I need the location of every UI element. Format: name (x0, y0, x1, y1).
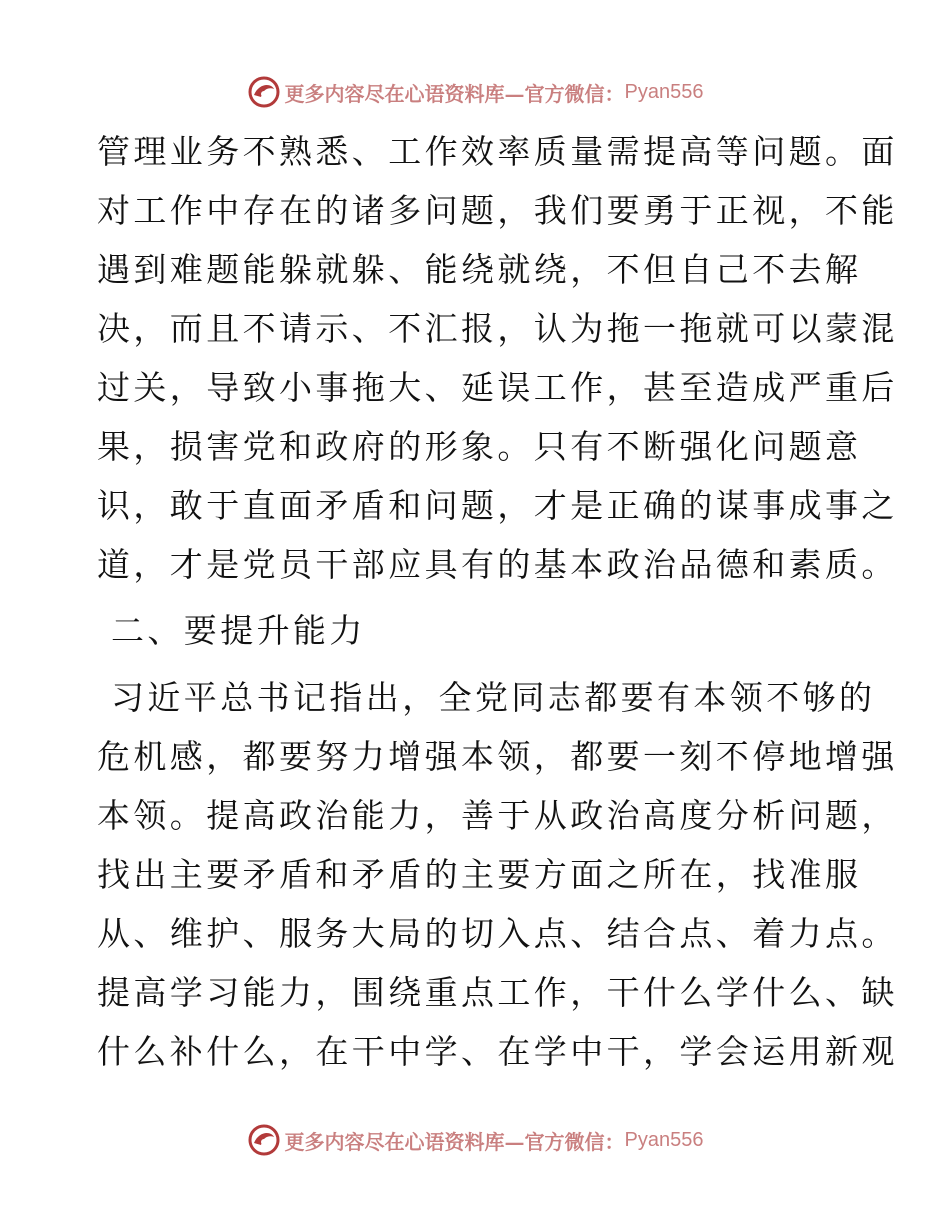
text-line: 遇到难题能躲就躲、能绕就绕，不但自己不去解 (97, 250, 862, 289)
text-line: 提高学习能力，围绕重点工作，干什么学什么、缺 (97, 973, 898, 1012)
text-line: 什么补什么，在干中学、在学中干，学会运用新观 (97, 1032, 898, 1071)
text-line: 从、维护、服务大局的切入点、结合点、着力点。 (97, 914, 898, 953)
text-line: 过关，导致小事拖大、延误工作，甚至造成严重后 (97, 368, 898, 407)
text-line: 习近平总书记指出，全党同志都要有本领不够的 (111, 678, 876, 717)
header-banner (0, 72, 950, 112)
banner-text: 更多内容尽在心语资料库—官方微信： (284, 1129, 625, 1154)
document-body (97, 122, 898, 1081)
text-line: 对工作中存在的诸多问题，我们要勇于正视，不能 (97, 191, 898, 230)
text-line: 识，敢于直面矛盾和问题，才是正确的谋事成事之 (97, 486, 898, 525)
red-swirl-logo-icon (247, 1123, 281, 1157)
section-heading: 二、要提升能力 (111, 611, 366, 650)
text-line: 本领。提高政治能力，善于从政治高度分析问题， (97, 796, 898, 835)
footer-banner (0, 1120, 950, 1160)
banner-contact: Pyan556 (624, 80, 704, 103)
text-line: 决，而且不请示、不汇报，认为拖一拖就可以蒙混 (97, 309, 898, 348)
text-line: 管理业务不熟悉、工作效率质量需提高等问题。面 (97, 132, 898, 171)
paragraph-1 (97, 122, 898, 594)
text-line: 道，才是党员干部应具有的基本政治品德和素质。 (97, 545, 898, 584)
paragraph-2 (97, 668, 898, 1081)
red-swirl-logo-icon (247, 75, 281, 109)
text-line: 找出主要矛盾和矛盾的主要方面之所在，找准服 (97, 855, 862, 894)
banner-contact: Pyan556 (624, 1128, 704, 1151)
banner-text: 更多内容尽在心语资料库—官方微信： (284, 81, 625, 106)
text-line: 果，损害党和政府的形象。只有不断强化问题意 (97, 427, 862, 466)
text-line: 危机感，都要努力增强本领，都要一刻不停地增强 (97, 737, 898, 776)
